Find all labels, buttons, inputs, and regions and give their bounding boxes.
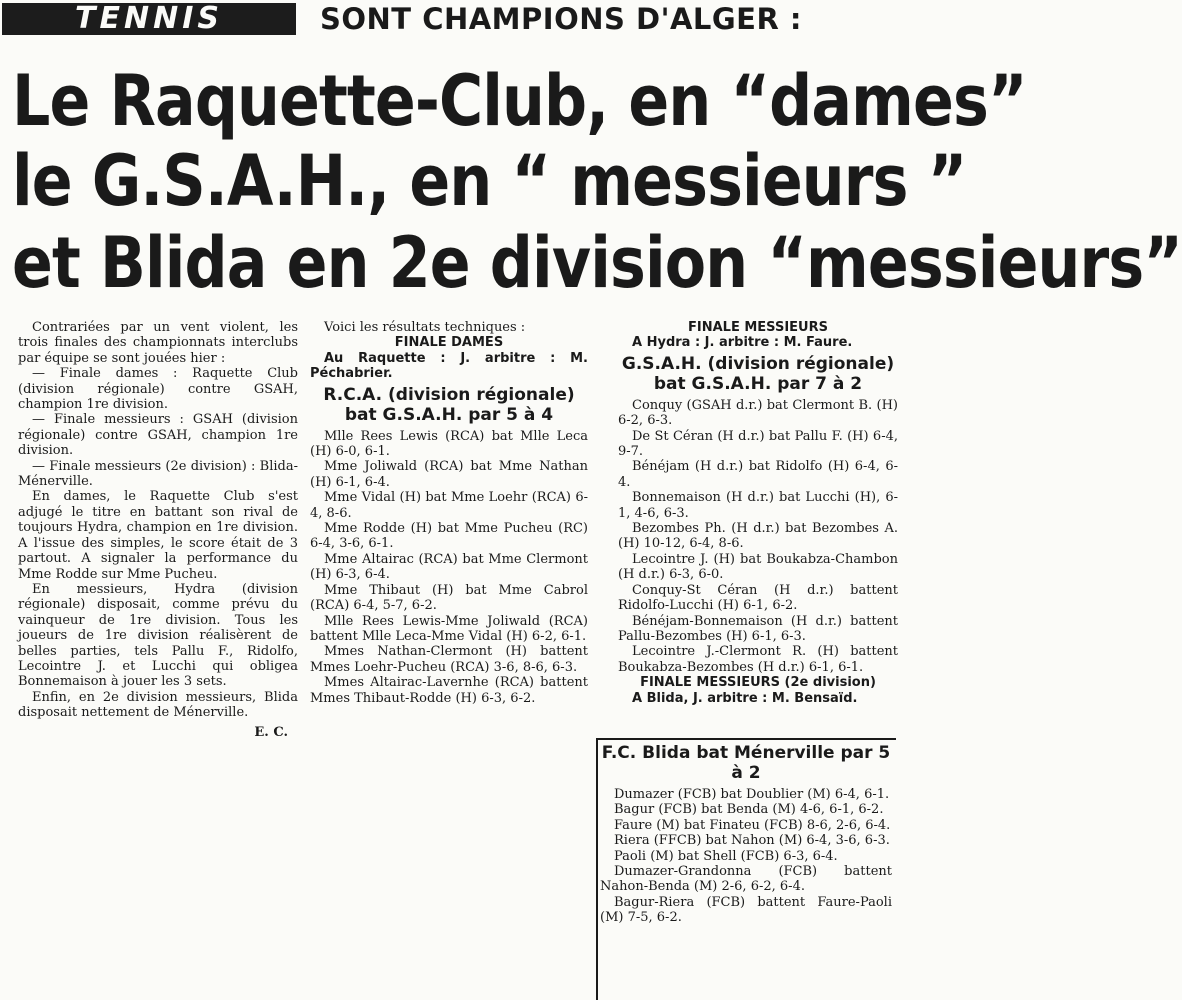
result-line: Conquy (GSAH d.r.) bat Clermont B. (H) 6-2, 6-3. [618,397,898,429]
venue-text: A Blida, J. arbitre : M. Bensaïd. [632,690,858,706]
result-line: Mmes Nathan-Clermont (H) battent Mmes Loehr-Pucheu (RCA) 3-6, 8-6, 6-3. [310,644,588,675]
intro-text: Voici les résultats techniques : [324,320,526,335]
result-line: Dumazer (FCB) bat Doublier (M) 6-4, 6-1. [614,787,890,802]
result-line: Faure (M) bat Finateu (FCB) 8-6, 2-6, 6-4. [614,817,891,833]
section-title-messieurs: FINALE MESSIEURS [688,320,828,335]
paragraph: — Finale messieurs (2e division) : Blida-Ménerville. [18,458,298,490]
headline-line-1: Le Raquette-Club, en “dames” [12,60,1027,142]
article-column-3 [618,320,898,706]
paragraph: Enfin, en 2e division messieurs, Blida disposait nettement de Ménerville. [18,689,298,721]
result-subhead: G.S.A.H. (division régionale) bat G.S.A.H. par 7 à 2 [621,353,895,394]
result-line: Bénéjam-Bonnemaison (H d.r.) battent Pallu-Bezombes (H) 6-1, 6-3. [618,613,898,644]
paragraph: — Finale messieurs : GSAH (division régionale) contre GSAH, champion 1re division. [18,412,298,459]
result-line: Paoli (M) bat Shell (FCB) 6-3, 6-4. [614,848,838,864]
venue-text: A Hydra : J. arbitre : M. Faure. [632,335,853,351]
venue-text: Au Raquette : J. arbitre : M. Péchabrier. [310,350,588,382]
result-line: Bénéjam (H d.r.) bat Ridolfo (H) 6-4, 6-4. [618,459,898,490]
result-line: Mlle Rees Lewis (RCA) bat Mlle Leca (H) 6-0, 6-1. [310,428,588,460]
kicker-text: SONT CHAMPIONS D'ALGER : [320,2,803,36]
result-line: Mme Rodde (H) bat Mme Pucheu (RC) 6-4, 3-6, 6-1. [310,521,588,552]
signature: E. C. [254,724,288,740]
result-line: De St Céran (H d.r.) bat Pallu F. (H) 6-4, 9-7. [618,428,898,460]
article-column-3-box [600,740,892,926]
result-line: Mme Vidal (H) bat Mme Loehr (RCA) 6-4, 8-6. [310,490,588,521]
section-label: TENNIS [2,3,296,35]
result-line: Bagur-Riera (FCB) battent Faure-Paoli (M) 7-5, 6-2. [600,894,892,926]
paragraph: Contrariées par un vent violent, les trois finales des championnats interclubs par équipe se sont jouées hier : [18,320,298,366]
article-column-2 [310,320,588,706]
paragraph: En messieurs, Hydra (division régionale) disposait, comme prévu du vainqueur de 1re division. Tous les joueurs de 1re division réalisèrent de belles parties, tels Pallu F., Ridolfo, Lecointre J. et Lucchi qui obligea Bonnemaison à jouer les 3 sets. [18,581,298,690]
paragraph: En dames, le Raquette Club s'est adjugé le titre en battant son rival de toujours Hydra, champion en 1re division. A l'issue des simples, le score était de 3 partout. A signaler la performance du Mme Rodde sur Mme Pucheu. [18,489,298,582]
headline-line-2: le G.S.A.H., en “ messieurs ” [12,140,967,222]
result-line: Mme Thibaut (H) bat Mme Cabrol (RCA) 6-4, 5-7, 6-2. [310,582,588,614]
result-line: Riera (FFCB) bat Nahon (M) 6-4, 3-6, 6-3. [614,833,890,849]
result-subhead: F.C. Blida bat Ménerville par 5 à 2 [601,743,891,783]
result-line: Mlle Rees Lewis-Mme Joliwald (RCA) battent Mlle Leca-Mme Vidal (H) 6-2, 6-1. [310,613,588,644]
article-column-1 [18,320,298,740]
result-subhead: R.C.A. (division régionale) bat G.S.A.H. par 5 à 4 [323,384,575,425]
result-line: Bagur (FCB) bat Benda (M) 4-6, 6-1, 6-2. [614,802,884,818]
result-line: Mme Altairac (RCA) bat Mme Clermont (H) 6-3, 6-4. [310,551,588,583]
result-line: Mmes Altairac-Lavernhe (RCA) battent Mmes Thibaut-Rodde (H) 6-3, 6-2. [310,675,588,706]
result-line: Bonnemaison (H d.r.) bat Lucchi (H), 6-1, 4-6, 6-3. [618,490,898,521]
result-line: Conquy-St Céran (H d.r.) battent Ridolfo-Lucchi (H) 6-1, 6-2. [618,582,898,614]
result-line: Mme Joliwald (RCA) bat Mme Nathan (H) 6-1, 6-4. [310,459,588,490]
section-title-2e-division: FINALE MESSIEURS (2e division) [640,675,876,691]
result-line: Lecointre J. (H) bat Boukabza-Chambon (H d.r.) 6-3, 6-0. [618,551,898,583]
box-rule-left [596,738,598,1000]
kicker [2,2,802,36]
section-title-dames: FINALE DAMES [394,335,504,351]
result-line: Dumazer-Grandonna (FCB) battent Nahon-Benda (M) 2-6, 6-2, 6-4. [600,864,892,895]
headline-line-3: et Blida en 2e division “messieurs” [12,222,1182,304]
paragraph: — Finale dames : Raquette Club (division régionale) contre GSAH, champion 1re division. [18,366,298,413]
result-line: Lecointre J.-Clermont R. (H) battent Boukabza-Bezombes (H d.r.) 6-1, 6-1. [618,644,898,675]
result-line: Bezombes Ph. (H d.r.) bat Bezombes A. (H) 10-12, 6-4, 8-6. [618,521,898,552]
